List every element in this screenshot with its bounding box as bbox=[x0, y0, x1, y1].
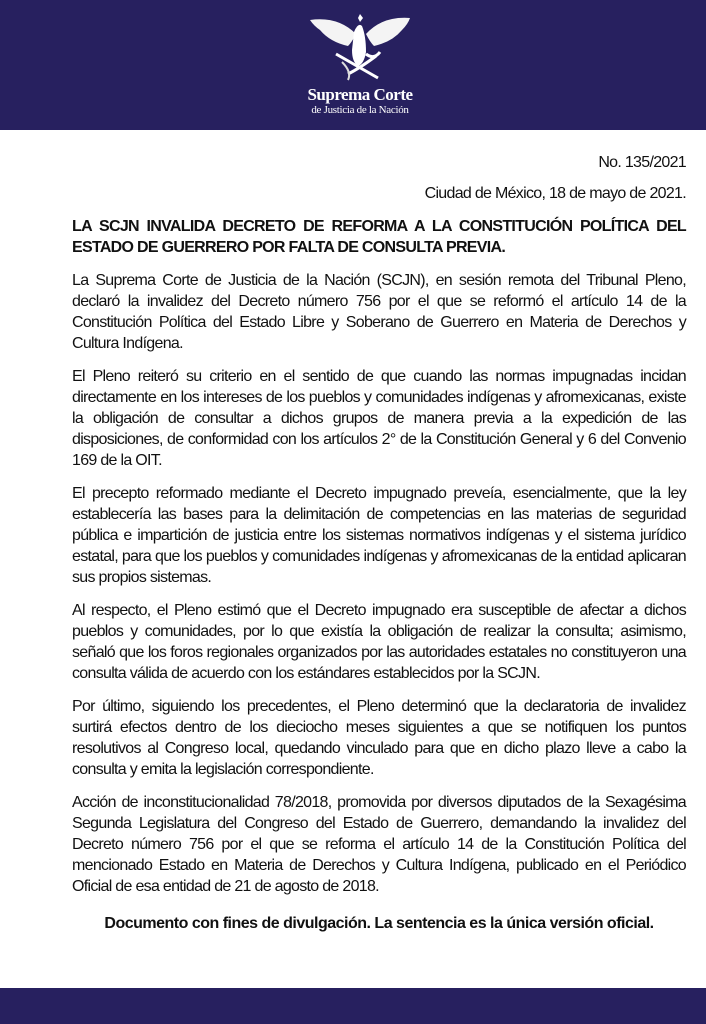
logo-title: Suprema Corte bbox=[307, 85, 413, 104]
paragraph: Acción de inconstitucionalidad 78/2018, promovida por diversos diputados de la Sexagésima Segunda Legislatura del Congreso del Estado de Guerrero, demandando la invalidez del Decreto número 756 por el que se reforma el artículo 14 de la Constitución Política del mencionado Estado en Materia de Derechos y Cultura Indígena, publicado en el Periódico Oficial de esa entidad de 21 de agosto de 2018. bbox=[72, 794, 686, 895]
scjn-logo bbox=[300, 12, 420, 117]
disclaimer: Documento con fines de divulgación. La sentencia es la única versión oficial. bbox=[104, 915, 654, 932]
paragraph: Por último, siguiendo los precedentes, el Pleno determinó que la declaratoria de invalidez surtirá efectos dentro de los dieciocho meses siguientes a que se notifiquen los puntos resolutivos al Congreso local, quedando vinculado para que en dicho plazo lleve a cabo la consulta y emita la legislación correspondiente. bbox=[72, 698, 686, 778]
eagle-emblem-icon bbox=[308, 12, 412, 84]
release-number: No. 135/2021 bbox=[598, 154, 686, 171]
place-date: Ciudad de México, 18 de mayo de 2021. bbox=[424, 185, 686, 202]
footer-banner bbox=[0, 988, 706, 1024]
paragraph: El Pleno reiteró su criterio en el sentido de que cuando las normas impugnadas incidan directamente en los intereses de los pueblos y comunidades indígenas y afromexicanas, existe la obligación de consultar a dichos grupos de manera previa a la expedición de las disposiciones, de conformidad con los artículos 2° de la Constitución General y 6 del Convenio 169 de la OIT. bbox=[72, 368, 686, 469]
paragraph: Al respecto, el Pleno estimó que el Decreto impugnado era susceptible de afectar a dichos pueblos y comunidades, por lo que existía la obligación de realizar la consulta; asimismo, señaló que los foros regionales organizados por las autoridades estatales no constituyeron una consulta válida de acuerdo con los estándares establecidos por la SCJN. bbox=[72, 602, 686, 682]
paragraph: La Suprema Corte de Justicia de la Nación (SCJN), en sesión remota del Tribunal Pleno, declaró la invalidez del Decreto número 756 por el que se reformó el artículo 14 de la Constitución Política del Estado Libre y Soberano de Guerrero en Materia de Derechos y Cultura Indígena. bbox=[72, 272, 686, 352]
logo-subtitle: de Justicia de la Nación bbox=[311, 104, 409, 116]
paragraph: El precepto reformado mediante el Decreto impugnado preveía, esencialmente, que la ley establecería las bases para la delimitación de competencias en las materias de seguridad pública e impartición de justicia entre los sistemas normativos indígenas y el sistema jurídico estatal, para que los pueblos y comunidades indígenas y afromexicanas de la entidad aplicaran sus propios sistemas. bbox=[72, 485, 686, 586]
release-title: LA SCJN INVALIDA DECRETO DE REFORMA A LA CONSTITUCIÓN POLÍTICA DEL ESTADO DE GUERRERO POR FALTA DE CONSULTA PREVIA. bbox=[72, 218, 686, 256]
header-banner bbox=[0, 0, 706, 130]
press-release-body bbox=[72, 152, 686, 988]
